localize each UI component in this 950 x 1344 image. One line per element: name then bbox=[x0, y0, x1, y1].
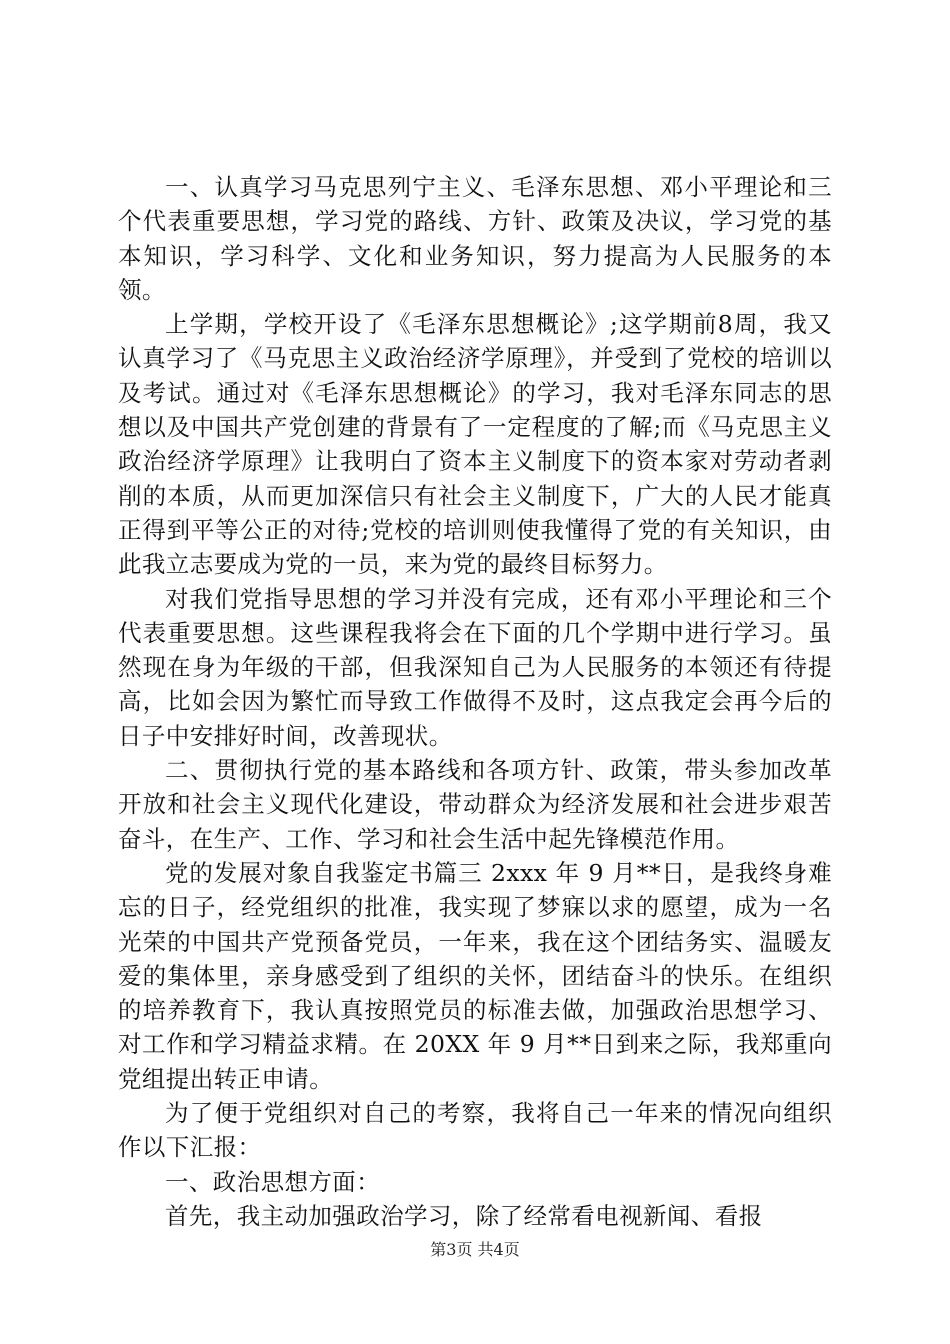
paragraph-5: 党的发展对象自我鉴定书篇三 2xxx 年 9 月**日，是我终身难忘的日子，经党组织的批准，我实现了梦寐以求的愿望，成为一名光荣的中国共产党预备党员，一年来，我在这个团结务实、温暖友爱的集体里，亲身感受到了组织的关怀，团结奋斗的快乐。在组织的培养教育下，我认真按照党员的标准去做，加强政治思想学习、对工作和学习精益求精。在 20XX 年 9 月**日到来之际，我郑重向党组提出转正申请。 bbox=[118, 858, 832, 1093]
page-footer: 第3页 共4页 bbox=[430, 1240, 520, 1259]
paragraph-8: 首先，我主动加强政治学习，除了经常看电视新闻、看报 bbox=[165, 1201, 763, 1230]
paragraph-3: 对我们党指导思想的学习并没有完成，还有邓小平理论和三个代表重要思想。这些课程我将会在下面的几个学期中进行学习。虽然现在身为年级的干部，但我深知自己为人民服务的本领还有待提高，比如会因为繁忙而导致工作做得不及时，这点我定会再今后的日子中安排好时间，改善现状。 bbox=[118, 584, 832, 750]
paragraph-4: 二、贯彻执行党的基本路线和各项方针、政策，带头参加改革开放和社会主义现代化建设，带动群众为经济发展和社会进步艰苦奋斗，在生产、工作、学习和社会生活中起先锋模范作用。 bbox=[118, 756, 832, 853]
paragraph-1: 一、认真学习马克思列宁主义、毛泽东思想、邓小平理论和三个代表重要思想，学习党的路线、方针、政策及决议，学习党的基本知识，学习科学、文化和业务知识，努力提高为人民服务的本领。 bbox=[118, 173, 832, 304]
document-body bbox=[118, 170, 832, 1233]
paragraph-6: 为了便于党组织对自己的考察，我将自己一年来的情况向组织作以下汇报： bbox=[118, 1099, 832, 1162]
paragraph-7: 一、政治思想方面： bbox=[165, 1167, 381, 1196]
paragraph-2: 上学期，学校开设了《毛泽东思想概论》;这学期前8周，我又认真学习了《马克思主义政治经济学原理》，并受到了党校的培训以及考试。通过对《毛泽东思想概论》的学习，我对毛泽东同志的思想以及中国共产党创建的背景有了一定程度的了解;而《马克思主义政治经济学原理》让我明白了资本主义制度下的资本家对劳动者剥削的本质，从而更加深信只有社会主义制度下，广大的人民才能真正得到平等公正的对待;党校的培训则使我懂得了党的有关知识，由此我立志要成为党的一员，来为党的最终目标努力。 bbox=[118, 310, 832, 579]
